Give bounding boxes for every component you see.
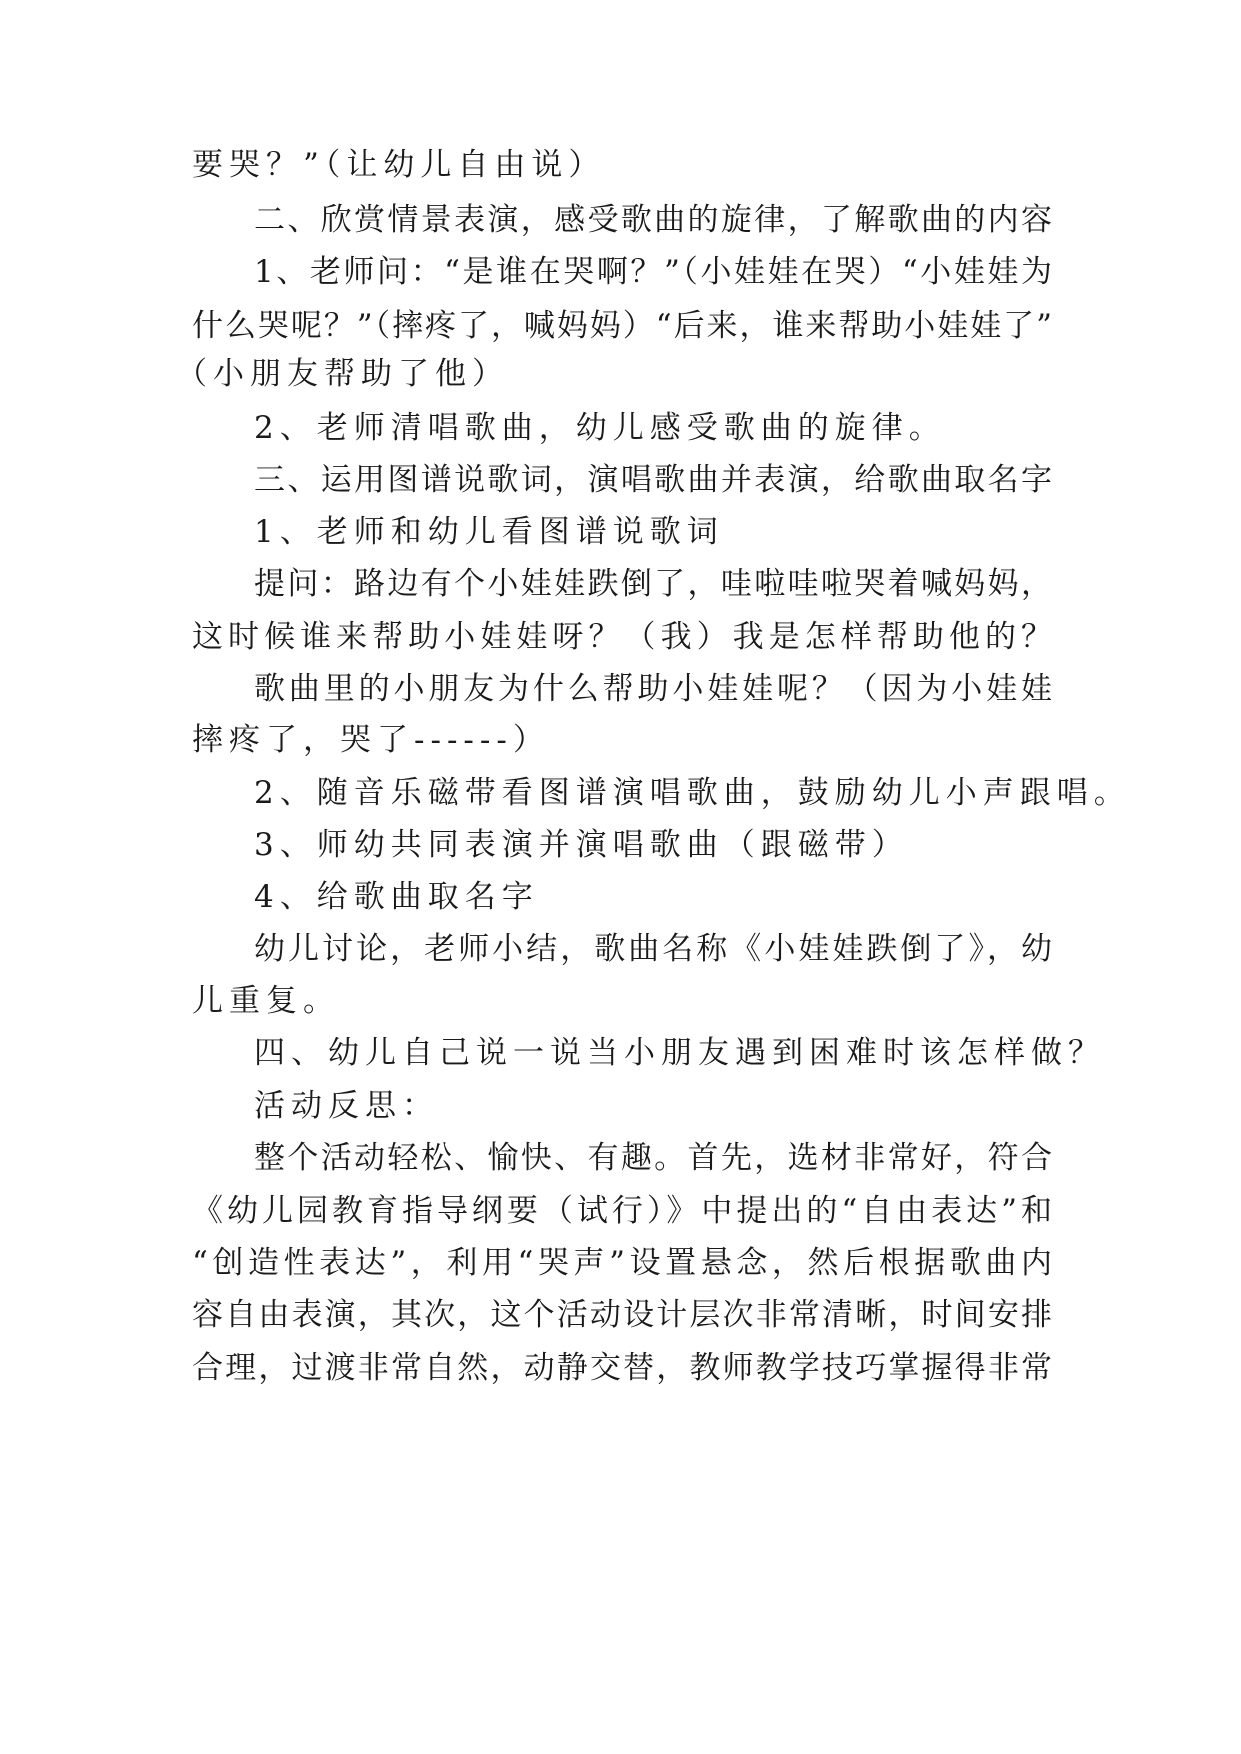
text-line: 整个活动轻松、愉快、有趣。首先，选材非常好，符合 bbox=[254, 1140, 1052, 1176]
text-line: 1、老师和幼儿看图谱说歌词 bbox=[254, 514, 724, 550]
text-line: 什么哭呢？”（摔疼了，喊妈妈）“后来，谁来帮助小娃娃了” bbox=[192, 308, 1052, 344]
text-line: 提问：路边有个小娃娃跌倒了，哇啦哇啦哭着喊妈妈， bbox=[254, 566, 1052, 602]
text-line: “创造性表达”，利用“哭声”设置悬念，然后根据歌曲内 bbox=[192, 1245, 1052, 1281]
text-line: 合理，过渡非常自然，动静交替，教师教学技巧掌握得非常 bbox=[192, 1350, 1052, 1386]
text-line: 摔疼了，哭了------） bbox=[192, 722, 550, 758]
text-line: 儿重复。 bbox=[192, 983, 340, 1019]
text-line: 1、老师问：“是谁在哭啊？”（小娃娃在哭）“小娃娃为 bbox=[254, 254, 1052, 290]
text-line: 容自由表演，其次，这个活动设计层次非常清晰，时间安排 bbox=[192, 1297, 1052, 1333]
section-heading: 三、运用图谱说歌词，演唱歌曲并表演，给歌曲取名字 bbox=[254, 462, 1052, 498]
section-heading: 二、欣赏情景表演，感受歌曲的旋律，了解歌曲的内容 bbox=[254, 202, 1052, 238]
text-line: 这时候谁来帮助小娃娃呀？（我）我是怎样帮助他的？ bbox=[192, 619, 1052, 655]
text-line: 《幼儿园教育指导纲要（试行）》中提出的“自由表达”和 bbox=[192, 1193, 1052, 1229]
text-line: 3、师幼共同表演并演唱歌曲（跟磁带） bbox=[254, 827, 909, 863]
text-line: 要哭？”（让幼儿自由说） bbox=[192, 147, 606, 183]
text-line: 2、老师清唱歌曲，幼儿感受歌曲的旋律。 bbox=[254, 410, 946, 446]
text-line: 4、给歌曲取名字 bbox=[254, 879, 539, 915]
text-line: 歌曲里的小朋友为什么帮助小娃娃呢？（因为小娃娃 bbox=[254, 671, 1052, 707]
section-heading: 活动反思： bbox=[254, 1088, 439, 1124]
text-line: 2、随音乐磁带看图谱演唱歌曲，鼓励幼儿小声跟唱。 bbox=[254, 775, 1131, 811]
text-line: （小朋友帮助了他） bbox=[176, 356, 509, 392]
section-heading: 四、幼儿自己说一说当小朋友遇到困难时该怎样做？ bbox=[254, 1035, 1105, 1071]
text-line: 幼儿讨论，老师小结，歌曲名称《小娃娃跌倒了》，幼 bbox=[254, 931, 1052, 967]
